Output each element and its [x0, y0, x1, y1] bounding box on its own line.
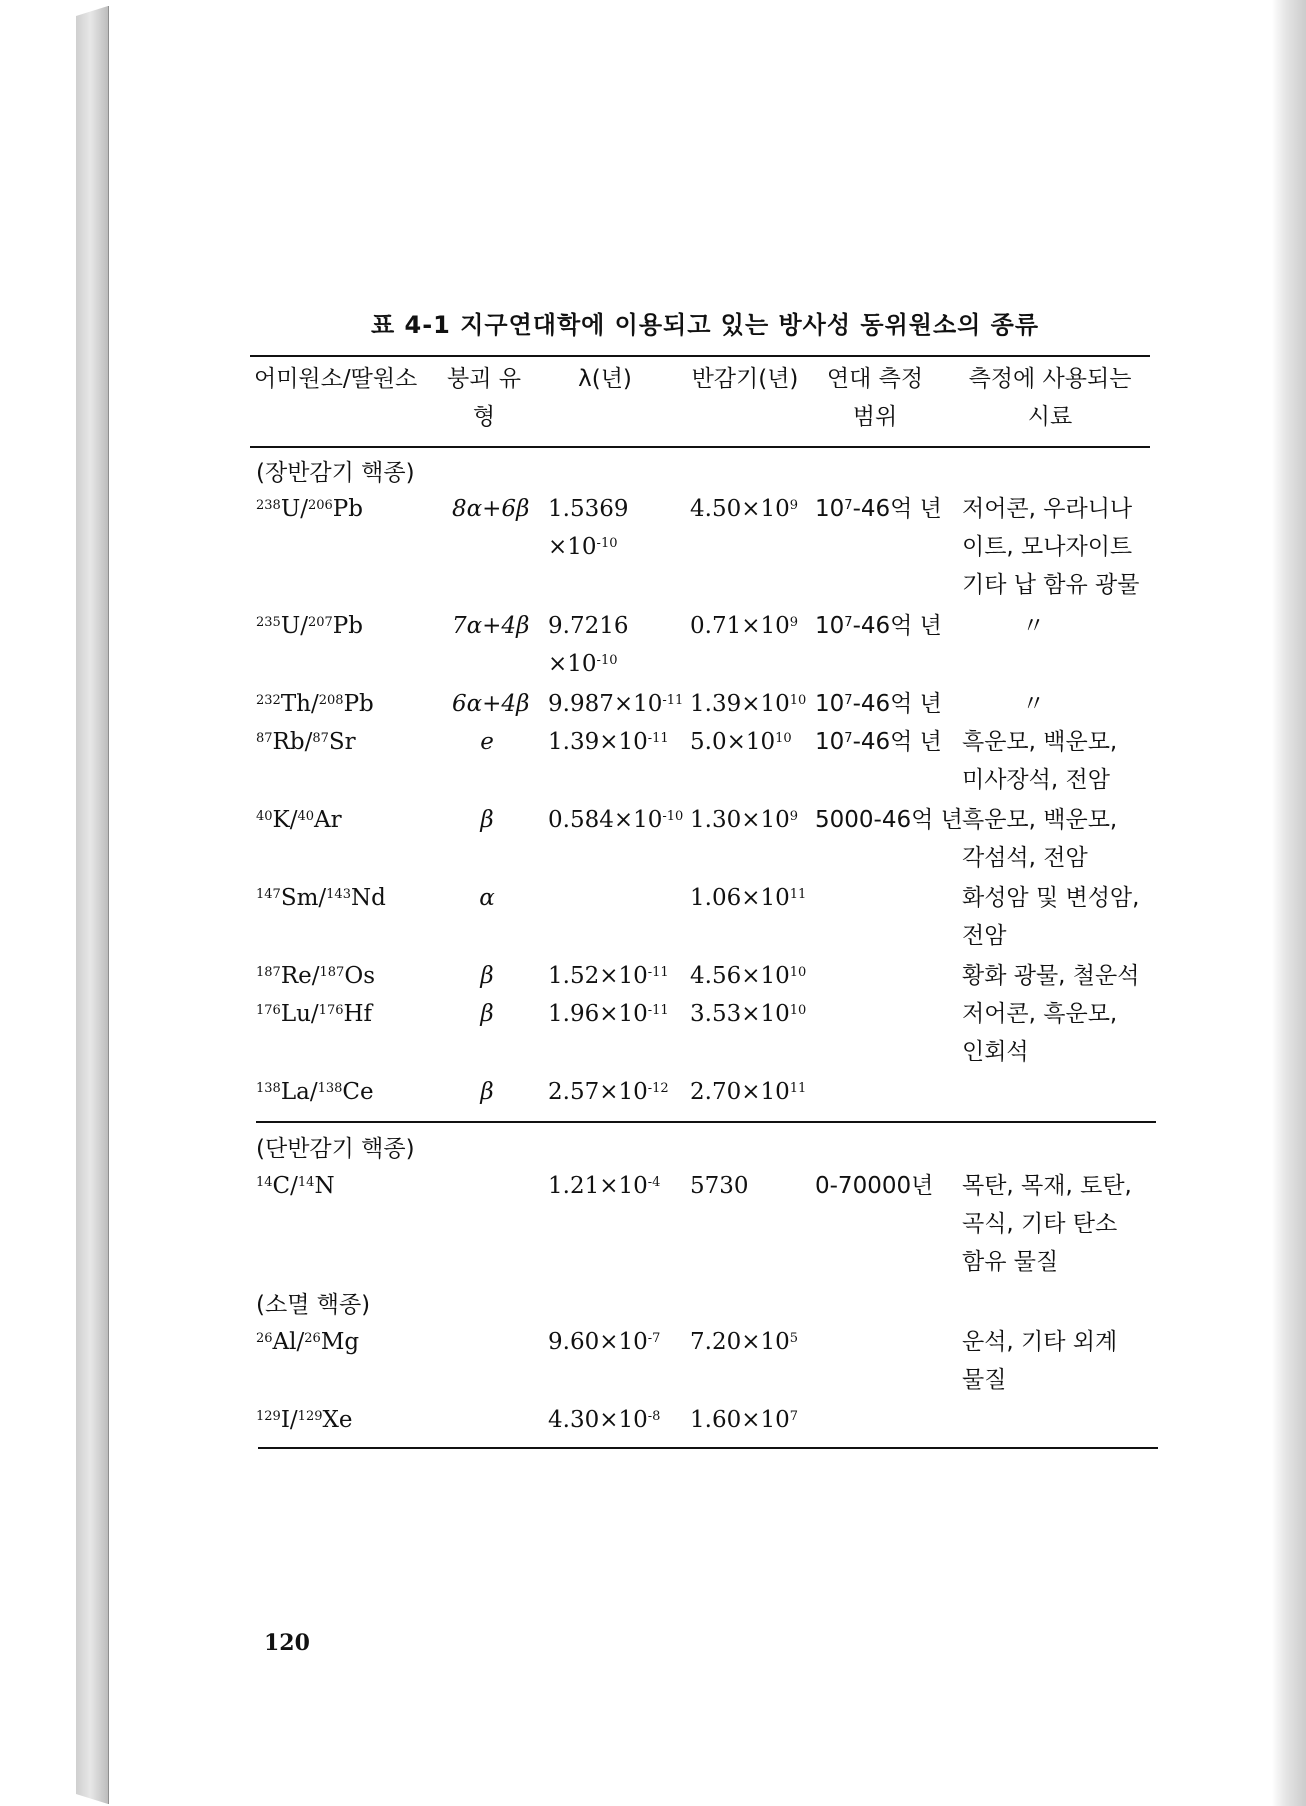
halflife-exponent: 10	[789, 693, 807, 708]
lambda-value	[548, 957, 669, 995]
decay-type-value: β	[480, 963, 494, 989]
sample-text: 기타 납 함유 광물	[962, 572, 1140, 598]
range-exponent: 7	[844, 731, 853, 746]
sample-line	[962, 566, 1139, 604]
halflife-mantissa: 2.70×10	[690, 1079, 790, 1105]
dating-range	[815, 723, 942, 761]
lambda-mantissa: 2.57×10	[548, 1079, 648, 1105]
halflife-value	[690, 1323, 798, 1361]
parent-symbol: U/	[280, 613, 308, 639]
parent-mass-number: 129	[256, 1409, 281, 1424]
halflife-value	[690, 801, 798, 839]
lambda-value	[548, 1401, 660, 1439]
daughter-mass-number: 206	[307, 498, 333, 513]
parent-mass-number: 14	[256, 1175, 273, 1190]
lambda-mantissa: 9.7216	[548, 613, 629, 639]
sample-text: 인회석	[962, 1039, 1029, 1065]
halflife-value	[690, 607, 798, 645]
lambda-exponent: -11	[647, 1003, 669, 1018]
range-text: 0-70000년	[815, 1173, 934, 1199]
table-bottom-rule	[258, 1447, 1158, 1449]
dating-range	[815, 685, 942, 723]
lambda-mantissa: 1.96×10	[548, 1001, 648, 1027]
sample-line	[962, 1205, 1117, 1243]
lambda-exponent: -11	[662, 693, 684, 708]
lambda-mantissa: 0.584×10	[548, 807, 663, 833]
halflife-mantissa: 3.53×10	[690, 1001, 790, 1027]
halflife-exponent: 11	[789, 1081, 807, 1096]
sample-text: 물질	[962, 1367, 1007, 1393]
dating-range	[815, 607, 942, 645]
lambda-exponent: -11	[647, 731, 669, 746]
halflife-exponent: 11	[789, 887, 807, 902]
lambda-exponent: -10	[596, 536, 618, 551]
halflife-mantissa: 1.39×10	[690, 691, 790, 717]
isotope-pair	[256, 801, 342, 839]
lambda-value	[548, 995, 669, 1033]
table-caption: 표 4-1 지구연대학에 이용되고 있는 방사성 동위원소의 종류	[370, 311, 1040, 339]
header-lambda: λ(년)	[578, 366, 632, 392]
range-exponent: 7	[844, 615, 853, 630]
lambda-value-line2	[548, 645, 617, 683]
lambda-value	[548, 1323, 660, 1361]
halflife-value	[690, 723, 792, 761]
daughter-mass-number: 176	[318, 1003, 344, 1018]
halflife-exponent: 9	[789, 615, 799, 630]
lambda-value	[548, 1167, 660, 1205]
isotope-pair	[256, 1323, 359, 1361]
isotope-pair	[256, 1073, 374, 1111]
decay-type	[452, 879, 522, 917]
parent-mass-number: 238	[256, 498, 281, 513]
decay-type-value: β	[480, 1079, 494, 1105]
lambda-mantissa: 1.52×10	[548, 963, 648, 989]
halflife-value	[690, 879, 806, 917]
daughter-symbol: Nd	[350, 885, 386, 911]
lambda-value-line2	[548, 528, 617, 566]
section-long-halflife: (장반감기 핵종)	[256, 460, 415, 486]
daughter-mass-number: 40	[297, 809, 315, 824]
decay-type	[452, 957, 522, 995]
isotope-pair	[256, 957, 375, 995]
isotope-pair	[256, 995, 372, 1033]
sample-text: 저어콘, 우라니나	[962, 496, 1133, 522]
halflife-mantissa: 0.71×10	[690, 613, 790, 639]
daughter-mass-number: 87	[312, 731, 329, 746]
lambda-multiplier: ×10	[548, 651, 597, 677]
isotope-pair	[256, 685, 374, 723]
parent-symbol: La/	[280, 1079, 318, 1105]
sample-line	[962, 490, 1132, 528]
parent-symbol: C/	[272, 1173, 298, 1199]
parent-mass-number: 138	[256, 1081, 281, 1096]
halflife-mantissa: 4.56×10	[690, 963, 790, 989]
isotope-pair	[256, 490, 363, 528]
parent-symbol: Re/	[280, 963, 320, 989]
sample-line	[962, 957, 1139, 995]
header-sample-line2: 시료	[1027, 404, 1073, 430]
sample-text: 함유 물질	[962, 1249, 1059, 1275]
halflife-exponent: 10	[789, 1003, 807, 1018]
page-shadow	[1272, 0, 1306, 1806]
halflife-mantissa: 4.50×10	[690, 496, 790, 522]
range-base: 10	[815, 613, 845, 639]
isotope-pair	[256, 1167, 335, 1205]
daughter-symbol: Xe	[322, 1407, 353, 1433]
isotope-pair	[256, 879, 386, 917]
lambda-value	[548, 685, 683, 723]
daughter-symbol: Os	[344, 963, 376, 989]
parent-mass-number: 187	[256, 965, 281, 980]
lambda-value	[548, 607, 628, 645]
sample-text: 운석, 기타 외계	[962, 1329, 1118, 1355]
sample-text: 이트, 모나자이트	[962, 534, 1133, 560]
parent-symbol: I/	[280, 1407, 298, 1433]
halflife-exponent: 10	[789, 965, 807, 980]
decay-type-value: β	[480, 807, 494, 833]
daughter-mass-number: 207	[307, 615, 333, 630]
lambda-value	[548, 723, 669, 761]
daughter-symbol: N	[314, 1173, 335, 1199]
parent-symbol: Th/	[280, 691, 319, 717]
halflife-value	[690, 490, 798, 528]
sample-text: 목탄, 목재, 토탄,	[962, 1173, 1132, 1199]
parent-mass-number: 176	[256, 1003, 281, 1018]
page-number: 120	[264, 1630, 310, 1656]
halflife-mantissa: 5.0×10	[690, 729, 776, 755]
sample-text: 전암	[962, 923, 1007, 949]
table-top-rule	[250, 355, 1150, 357]
parent-symbol: U/	[280, 496, 308, 522]
lambda-exponent: -4	[647, 1175, 661, 1190]
sample-line	[1022, 607, 1045, 645]
daughter-symbol: Pb	[332, 613, 363, 639]
halflife-text: 5730	[690, 1173, 749, 1199]
sample-text: 미사장석, 전암	[962, 767, 1110, 793]
isotope-pair	[256, 607, 363, 645]
halflife-value	[690, 685, 806, 723]
daughter-mass-number: 187	[319, 965, 345, 980]
halflife-mantissa: 7.20×10	[690, 1329, 790, 1355]
daughter-mass-number: 26	[304, 1331, 321, 1346]
isotope-pair	[256, 1401, 353, 1439]
sample-text: 〃	[1022, 691, 1045, 717]
lambda-exponent: -11	[647, 965, 669, 980]
parent-mass-number: 40	[256, 809, 273, 824]
range-exponent: 7	[844, 693, 853, 708]
daughter-symbol: Pb	[343, 691, 374, 717]
parent-symbol: Lu/	[280, 1001, 319, 1027]
decay-type	[452, 995, 522, 1033]
sample-text: 곡식, 기타 탄소	[962, 1211, 1118, 1237]
dating-range	[815, 490, 942, 528]
decay-type-value: β	[480, 1001, 494, 1027]
sample-line	[962, 1361, 1006, 1399]
header-bottom-rule	[250, 446, 1150, 448]
dating-range	[815, 801, 963, 839]
book-spine-edge	[76, 6, 108, 1804]
daughter-symbol: Pb	[332, 496, 363, 522]
parent-mass-number: 235	[256, 615, 281, 630]
halflife-exponent: 10	[775, 731, 792, 746]
lambda-value	[548, 801, 683, 839]
sample-line	[962, 839, 1088, 877]
parent-mass-number: 147	[256, 887, 281, 902]
header-range-line2: 범위	[852, 404, 898, 430]
halflife-value	[690, 957, 806, 995]
parent-symbol: Rb/	[272, 729, 313, 755]
sample-line	[962, 528, 1132, 566]
decay-type-value: α	[479, 885, 495, 911]
sample-line	[1022, 685, 1045, 723]
isotope-pair	[256, 723, 356, 761]
lambda-exponent: -8	[647, 1409, 661, 1424]
header-range-line1: 연대 측정	[826, 366, 924, 392]
range-base: 10	[815, 496, 845, 522]
header-decay: 붕괴 유형	[447, 366, 521, 430]
parent-symbol: K/	[272, 807, 298, 833]
lambda-exponent: -10	[662, 809, 684, 824]
halflife-value	[690, 1401, 798, 1439]
daughter-mass-number: 208	[318, 693, 344, 708]
lambda-mantissa: 1.5369	[548, 496, 629, 522]
section-extinct: (소멸 핵종)	[256, 1292, 371, 1318]
range-text: -46억 년	[852, 691, 942, 717]
decay-type	[452, 801, 522, 839]
header-sample-line1: 측정에 사용되는	[968, 366, 1132, 392]
daughter-mass-number: 143	[326, 887, 351, 902]
range-text: -46억 년	[852, 496, 942, 522]
section-short-halflife: (단반감기 핵종)	[256, 1136, 415, 1162]
halflife-exponent: 5	[789, 1331, 799, 1346]
sample-line	[962, 801, 1117, 839]
decay-type-value: 8α+6β	[452, 496, 530, 522]
sample-line	[962, 1243, 1058, 1281]
halflife-value	[690, 995, 806, 1033]
lambda-mantissa: 1.21×10	[548, 1173, 648, 1199]
sample-line	[962, 995, 1117, 1033]
decay-type-value: 7α+4β	[452, 613, 530, 639]
sample-line	[962, 1323, 1117, 1361]
range-text: 5000-46억 년	[815, 807, 963, 833]
halflife-mantissa: 1.60×10	[690, 1407, 790, 1433]
parent-mass-number: 26	[256, 1331, 273, 1346]
parent-mass-number: 232	[256, 693, 281, 708]
decay-type-value: e	[480, 729, 494, 755]
range-base: 10	[815, 691, 845, 717]
daughter-mass-number: 138	[317, 1081, 343, 1096]
sample-text: 저어콘, 흑운모,	[962, 1001, 1118, 1027]
halflife-mantissa: 1.30×10	[690, 807, 790, 833]
range-text: -46억 년	[852, 729, 942, 755]
parent-symbol: Al/	[272, 1329, 305, 1355]
lambda-exponent: -10	[596, 653, 618, 668]
decay-type	[452, 685, 530, 723]
daughter-symbol: Mg	[320, 1329, 360, 1355]
halflife-mantissa: 1.06×10	[690, 885, 790, 911]
daughter-symbol: Sr	[328, 729, 356, 755]
halflife-value	[690, 1167, 749, 1205]
decay-type	[452, 607, 530, 645]
lambda-value	[548, 1073, 669, 1111]
sample-line	[962, 1167, 1132, 1205]
sample-line	[962, 723, 1117, 761]
daughter-symbol: Ce	[342, 1079, 374, 1105]
sample-text: 〃	[1022, 613, 1045, 639]
daughter-mass-number: 129	[297, 1409, 323, 1424]
header-isotope: 어미원소/딸원소	[254, 366, 418, 392]
lambda-exponent: -12	[647, 1081, 669, 1096]
lambda-mantissa: 1.39×10	[548, 729, 648, 755]
parent-symbol: Sm/	[280, 885, 327, 911]
lambda-multiplier: ×10	[548, 534, 597, 560]
decay-type	[452, 1073, 522, 1111]
lambda-mantissa: 4.30×10	[548, 1407, 648, 1433]
sample-line	[962, 761, 1110, 799]
sample-text: 각섬석, 전암	[962, 845, 1088, 871]
range-base: 10	[815, 729, 845, 755]
lambda-exponent: -7	[647, 1331, 661, 1346]
sample-line	[962, 879, 1139, 917]
decay-type-value: 6α+4β	[452, 691, 530, 717]
header-halflife: 반감기(년)	[691, 366, 799, 392]
lambda-mantissa: 9.987×10	[548, 691, 663, 717]
decay-type	[452, 723, 522, 761]
sample-text: 황화 광물, 철운석	[962, 963, 1140, 989]
parent-mass-number: 87	[256, 731, 273, 746]
sample-line	[962, 917, 1006, 955]
halflife-exponent: 9	[789, 498, 799, 513]
sample-text: 흑운모, 백운모,	[962, 807, 1118, 833]
sample-text: 화성암 및 변성암,	[962, 885, 1140, 911]
halflife-exponent: 9	[789, 809, 799, 824]
daughter-mass-number: 14	[297, 1175, 315, 1190]
dating-range	[815, 1167, 933, 1205]
halflife-exponent: 7	[789, 1409, 799, 1424]
section-divider-rule	[256, 1121, 1156, 1123]
daughter-symbol: Ar	[314, 807, 342, 833]
daughter-symbol: Hf	[343, 1001, 373, 1027]
decay-type	[452, 490, 530, 528]
lambda-mantissa: 9.60×10	[548, 1329, 648, 1355]
range-exponent: 7	[844, 498, 853, 513]
lambda-value	[548, 490, 628, 528]
sample-text: 흑운모, 백운모,	[962, 729, 1118, 755]
range-text: -46억 년	[852, 613, 942, 639]
sample-line	[962, 1033, 1029, 1071]
halflife-value	[690, 1073, 806, 1111]
